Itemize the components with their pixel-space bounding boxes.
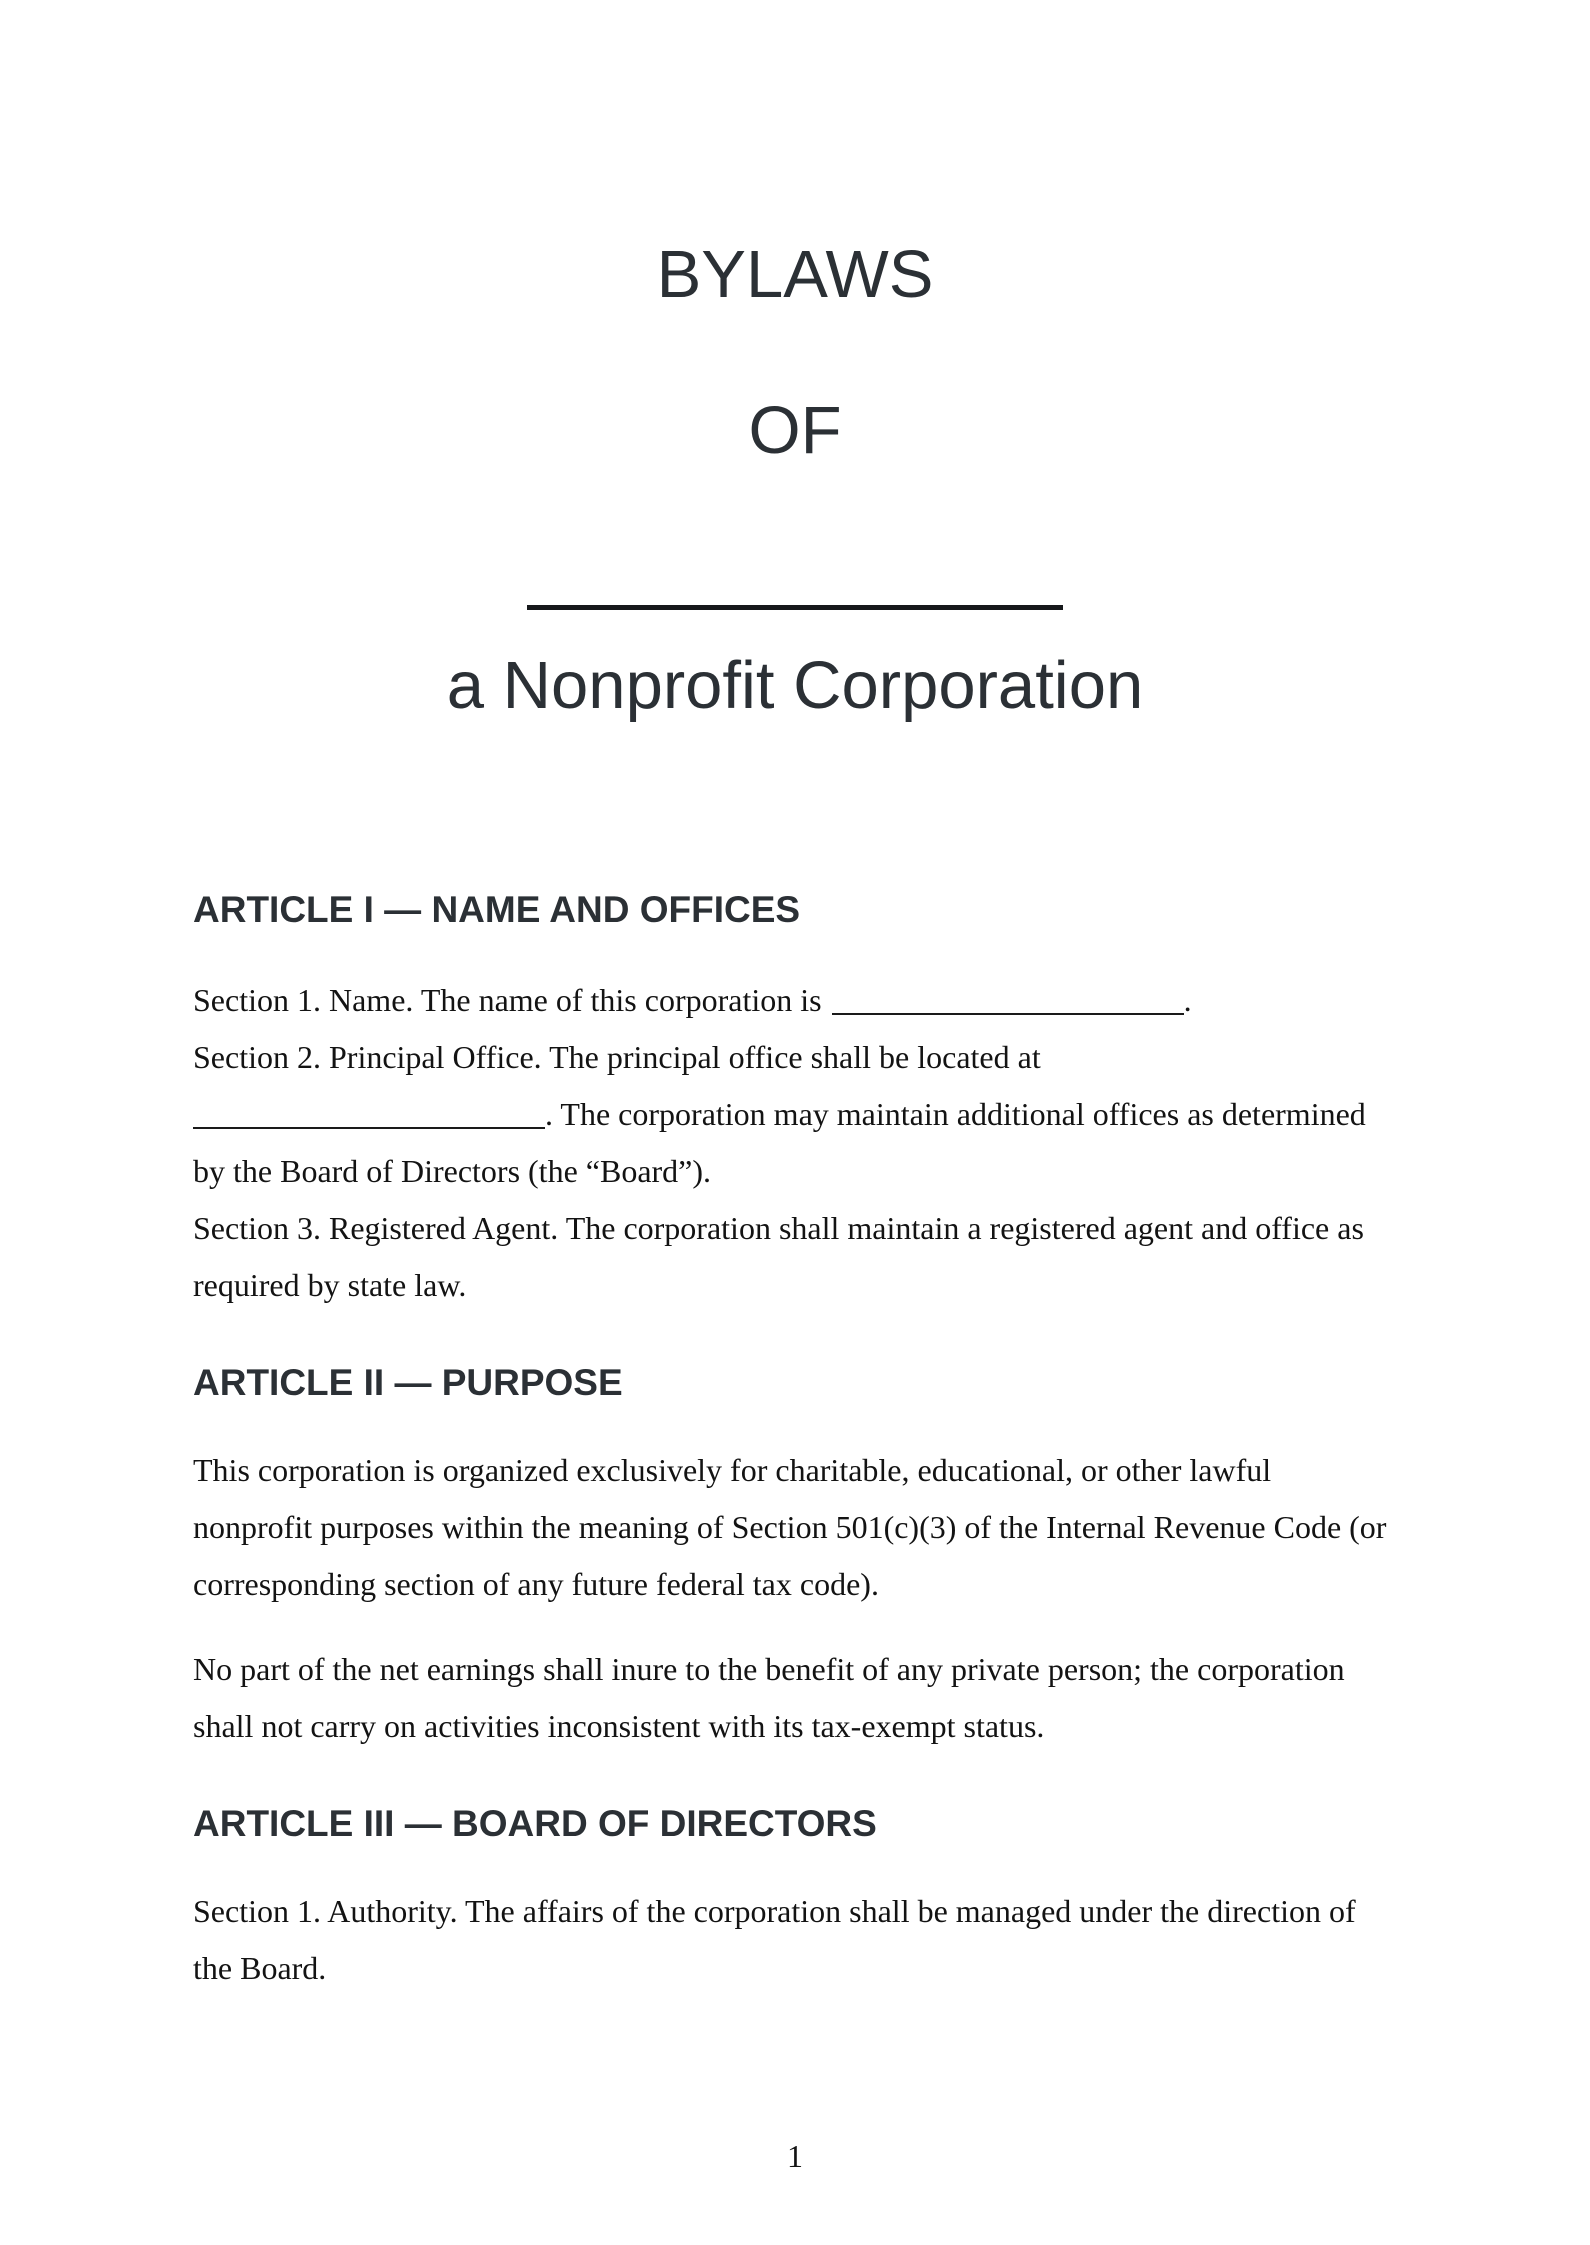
article3-body	[193, 1883, 1397, 1997]
article3-heading: ARTICLE III — BOARD OF DIRECTORS	[193, 1803, 877, 1844]
article1-section1-text: Section 1. Name. The name of this corporation is	[193, 982, 822, 1018]
article1-heading: ARTICLE I — NAME AND OFFICES	[193, 889, 801, 930]
article1-section1-period: .	[1183, 982, 1192, 1018]
article1-section2-line1: Section 2. Principal Office. The principal office shall be located at	[193, 1039, 1041, 1075]
article1-body	[193, 972, 1397, 1314]
article2-paragraph1	[193, 1442, 1397, 1613]
corporation-name-blank-field	[832, 1012, 1184, 1015]
article3-section1-line2: the Board.	[193, 1950, 327, 1986]
article2-p2-line2: shall not carry on activities inconsistent with its tax-exempt status.	[193, 1708, 1045, 1744]
article2-body	[193, 1442, 1397, 1755]
company-name-blank-line	[527, 605, 1063, 610]
article1-section2-line3: by the Board of Directors (the “Board”).	[193, 1153, 712, 1189]
article2-p1-line2: nonprofit purposes within the meaning of Section 501(c)(3) of the Internal Revenue Code (or	[193, 1509, 1387, 1545]
article3-section1-line1: Section 1. Authority. The affairs of the corporation shall be managed under the direction of	[193, 1893, 1356, 1929]
article2-p1-line3: corresponding section of any future federal tax code).	[193, 1566, 879, 1602]
article2-p1-line1: This corporation is organized exclusively for charitable, educational, or other lawful	[193, 1452, 1272, 1488]
article2-paragraph2	[193, 1641, 1397, 1755]
page-number: 1	[787, 2138, 803, 2174]
article2-p2-line1: No part of the net earnings shall inure to the benefit of any private person; the corporation	[193, 1651, 1345, 1687]
doc-title-nonprofit: a Nonprofit Corporation	[446, 648, 1144, 723]
principal-office-blank-field	[193, 1126, 545, 1129]
article2-heading: ARTICLE II — PURPOSE	[193, 1362, 623, 1403]
doc-title-bylaws: BYLAWS	[656, 237, 934, 312]
doc-title-of: OF	[748, 393, 842, 468]
article1-section2-line2: . The corporation may maintain additional offices as determined	[545, 1096, 1366, 1132]
article1-section3-line2: required by state law.	[193, 1267, 467, 1303]
article1-section3-line1: Section 3. Registered Agent. The corporation shall maintain a registered agent and office as	[193, 1210, 1364, 1246]
